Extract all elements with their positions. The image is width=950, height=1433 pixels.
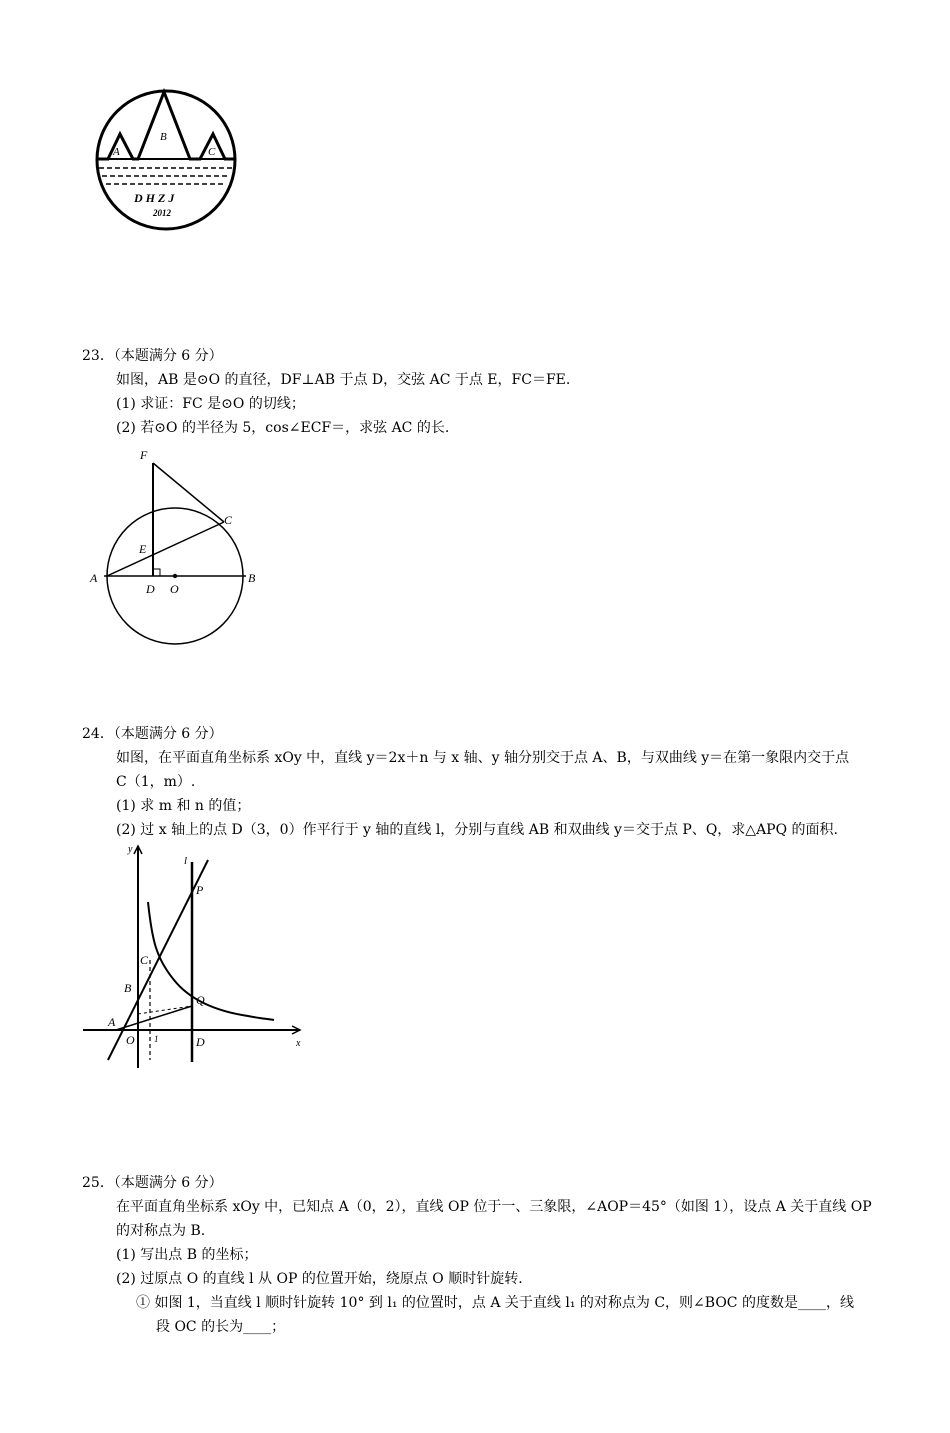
badge-year: 2012	[153, 208, 171, 218]
q24-number: 24．（本题满分 6 分）	[82, 726, 223, 742]
q23-label-b: B	[248, 571, 256, 585]
q24-dashed-bq	[138, 1006, 192, 1014]
q25-number: 25．（本题满分 6 分）	[82, 1175, 223, 1191]
q24-part1: (1) 求 m 和 n 的值；	[116, 798, 251, 814]
q24-label-a: A	[108, 1015, 116, 1029]
q25-stem-line2: 的对称点为 B.	[116, 1223, 206, 1239]
q23-line-fc	[153, 463, 224, 522]
q25-sub1-line2: 段 OC 的长为____；	[156, 1319, 286, 1335]
q24-label-p: P	[196, 883, 204, 897]
q24-label-b: B	[124, 981, 132, 995]
q25-sub1-line1: ① 如图 1，当直线 l 顺时针旋转 10° 到 l₁ 的位置时，点 A 关于直线 l₁ 的对称点为 C，则∠BOC 的度数是____，线	[136, 1295, 854, 1311]
q23-number: 23．（本题满分 6 分）	[82, 348, 223, 364]
q23-label-a: A	[90, 571, 98, 585]
q23-label-d: D	[146, 582, 155, 596]
q24-label-d: D	[196, 1035, 205, 1049]
q23-label-o: O	[170, 582, 179, 596]
q23-stem: 如图，AB 是⊙O 的直径，DF⊥AB 于点 D，交弦 AC 于点 E，FC＝FE.	[116, 372, 571, 388]
q24-stem-line2: C（1，m）.	[116, 774, 196, 790]
q24-label-one: 1	[154, 1034, 159, 1044]
q23-label-c: C	[224, 513, 233, 527]
badge-figure	[90, 84, 242, 236]
q23-part2: (2) 若⊙O 的半径为 5，cos∠ECF＝，求弦 AC 的长.	[116, 420, 450, 436]
q24-label-o: O	[126, 1033, 135, 1047]
q23-label-f: F	[140, 448, 148, 462]
badge-label-a: A	[113, 146, 120, 158]
q24-figure	[78, 840, 310, 1070]
q24-part2: (2) 过 x 轴上的点 D（3，0）作平行于 y 轴的直线 l，分别与直线 AB 和双曲线 y＝交于点 P、Q，求△APQ 的面积.	[116, 822, 838, 838]
badge-label-c: C	[208, 146, 216, 158]
q23-center-dot	[173, 574, 177, 578]
q24-label-q: Q	[196, 993, 205, 1007]
q23-figure	[82, 445, 272, 650]
q23-right-angle-mark	[153, 569, 160, 576]
q23-part1: (1) 求证：FC 是⊙O 的切线；	[116, 396, 305, 412]
q24-segment-aq	[116, 1006, 192, 1030]
badge-bottom-text: D H Z J	[134, 191, 175, 205]
q25-stem-line1: 在平面直角坐标系 xOy 中，已知点 A（0，2），直线 OP 位于一、三象限，∠AOP＝45°（如图 1），设点 A 关于直线 OP	[116, 1199, 872, 1215]
q23-label-e: E	[139, 542, 147, 556]
q24-stem-line1: 如图，在平面直角坐标系 xOy 中，直线 y＝2x＋n 与 x 轴、y 轴分别交于点 A、B，与双曲线 y＝在第一象限内交于点	[116, 750, 850, 766]
q24-label-y: y	[128, 844, 133, 855]
badge-label-b: B	[160, 131, 167, 143]
q24-label-x: x	[296, 1038, 301, 1049]
q24-hyperbola	[148, 902, 274, 1020]
q25-part2: (2) 过原点 O 的直线 l 从 OP 的位置开始，绕原点 O 顺时针旋转.	[116, 1271, 523, 1287]
q25-part1: (1) 写出点 B 的坐标；	[116, 1247, 258, 1263]
q24-label-c: C	[140, 953, 149, 967]
q24-label-l: l	[184, 855, 188, 867]
